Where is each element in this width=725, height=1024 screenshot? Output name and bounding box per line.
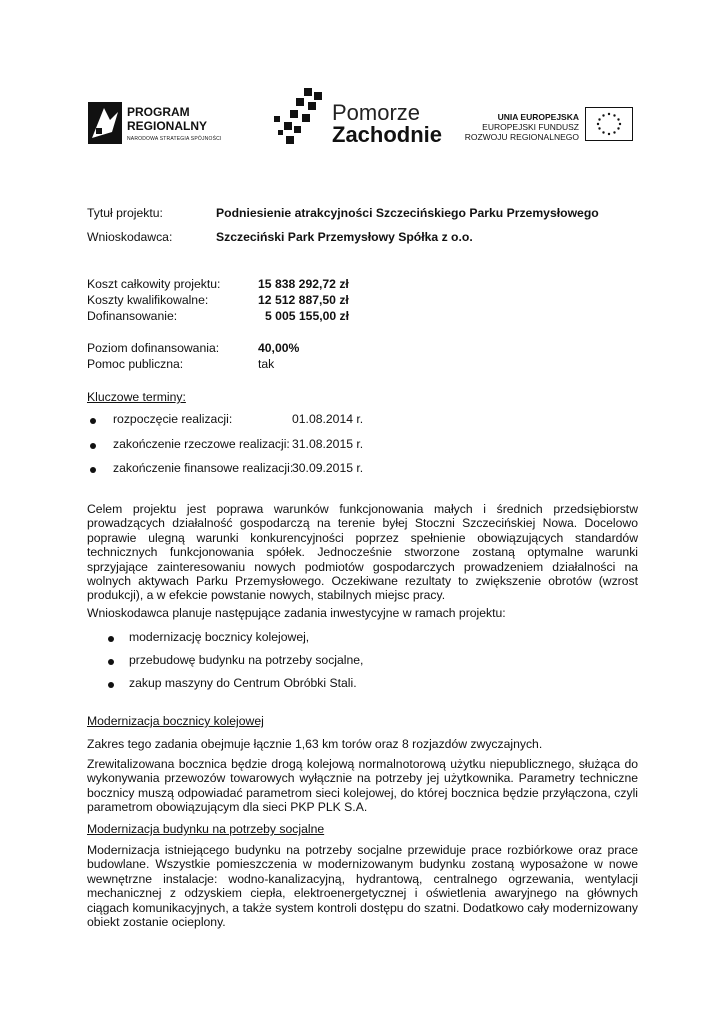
deadline-label: rozpoczęcie realizacji: <box>113 412 233 426</box>
deadline-value: 31.08.2015 r. <box>292 437 364 451</box>
cofinancing-value: 5 005 155,00 zł <box>265 309 350 323</box>
eu-logo-line3: ROZWOJU REGIONALNEGO <box>464 132 579 142</box>
deadline-item <box>90 438 96 452</box>
cofinancing-level-label: Poziom dofinansowania: <box>87 341 220 355</box>
bullet-icon <box>90 418 96 424</box>
eligible-cost-label: Koszty kwalifikowalne: <box>87 293 209 307</box>
bullet-icon <box>90 443 96 449</box>
deadline-item <box>90 462 96 476</box>
deadline-label: zakończenie rzeczowe realizacji: <box>113 437 290 451</box>
pomorze-logo-line1: Pomorze <box>332 100 421 125</box>
applicant-label: Wnioskodawca: <box>87 230 173 244</box>
task-label: przebudowę budynku na potrzeby socjalne, <box>129 653 364 667</box>
task-item <box>108 677 114 691</box>
task-label: modernizację bocznicy kolejowej, <box>129 630 310 644</box>
project-title-label: Tytuł projektu: <box>87 206 163 220</box>
cofinancing-level-value: 40,00% <box>258 341 300 355</box>
deadline-label: zakończenie finansowe realizacji: <box>113 461 294 475</box>
program-logo-line1: PROGRAM <box>127 105 190 119</box>
pomorze-logo-line2: Zachodnie <box>332 122 443 147</box>
total-cost-value: 15 838 292,72 zł <box>258 277 349 291</box>
program-logo-line3: NARODOWA STRATEGIA SPÓJNOŚCI <box>127 136 222 142</box>
section1-heading: Modernizacja bocznicy kolejowej <box>87 714 264 728</box>
deadline-value: 30.09.2015 r. <box>292 461 364 475</box>
deadlines-heading: Kluczowe terminy: <box>87 390 186 404</box>
section1-paragraph2: Zrewitalizowana bocznica będzie drogą kolejową normalnotorową użytku niepublicznego, służąca do wykonywania przewozów towarowych wyłącznie na potrzeby jej użytkownika. Parametry techniczne bocznicy muszą odpowiadać parametrom sieci kolejowej, do której bocznica będzie przyłączona, czyli parametrom obowiązującym dla sieci PKP PLK S.A. <box>87 757 638 815</box>
public-aid-value: tak <box>258 357 275 371</box>
task-label: zakup maszyny do Centrum Obróbki Stali. <box>129 676 357 690</box>
eligible-cost-value: 12 512 887,50 zł <box>258 293 349 307</box>
bullet-icon <box>108 636 114 642</box>
task-item <box>108 631 114 645</box>
applicant-value: Szczeciński Park Przemysłowy Spółka z o.o. <box>216 230 473 244</box>
section2-heading: Modernizacja budynku na potrzeby socjalne <box>87 822 325 836</box>
eu-logo-line2: EUROPEJSKI FUNDUSZ <box>482 122 579 132</box>
cofinancing-label: Dofinansowanie: <box>87 309 178 323</box>
bullet-icon <box>108 682 114 688</box>
section2-paragraph1: Modernizacja istniejącego budynku na potrzeby socjalne przewiduje prace rozbiórkowe oraz prace budowlane. Wszystkie pomieszczenia w modernizowanym budynku zostaną wyposażone w nowe wewnętrzne instalacje: wodno-kanalizacyjną, hydrantową, centralnego ogrzewania, wentylacji mechanicznej z odzyskiem ciepła, elektroenergetycznej i oświetlenia awaryjnego na głównych ciągach komunikacyjnych, a także system kontroli dostępu do szatni. Dodatkowo cały modernizowany obiekt zostanie ocieplony. <box>87 843 638 930</box>
bullet-icon <box>90 467 96 473</box>
eu-logo-line1: UNIA EUROPEJSKA <box>497 112 579 122</box>
total-cost-label: Koszt całkowity projektu: <box>87 277 221 291</box>
section1-paragraph1: Zakres tego zadania obejmuje łącznie 1,63 km torów oraz 8 rozjazdów zwyczajnych. <box>87 737 543 751</box>
public-aid-label: Pomoc publiczna: <box>87 357 184 371</box>
tasks-intro: Wnioskodawca planuje następujące zadania inwestycyjne w ramach projektu: <box>87 606 506 620</box>
deadline-item <box>90 413 96 427</box>
program-logo-line2: REGIONALNY <box>127 119 208 133</box>
bullet-icon <box>108 659 114 665</box>
task-item <box>108 654 114 668</box>
deadline-value: 01.08.2014 r. <box>292 412 364 426</box>
logo-bar <box>0 80 725 160</box>
program-regionalny-logo-icon <box>88 102 122 144</box>
eu-flag-icon <box>585 107 633 141</box>
intro-paragraph: Celem projektu jest poprawa warunków funkcjonowania małych i średnich przedsiębiorstw prowadzących działalność gospodarczą na terenie byłej Stoczni Szczecińskiej Nowa. Docelowo poprawie ulegną warunki konkurencyjności poprzez spełnienie obowiązujących standardów technicznych funkcjonowania spółek. Jednocześnie stworzone zostaną optymalne warunki sprzyjające zainteresowaniu nowych podmiotów gospodarczych prowadzeniem działalności na wolnych aktywach Parku Przemysłowego. Oczekiwane rezultaty to zwiększenie obrotów (wzrost produkcji), a w efekcie powstanie nowych, stabilnych miejsc pracy. <box>87 502 638 603</box>
project-title-value: Podniesienie atrakcyjności Szczecińskiego Parku Przemysłowego <box>216 206 599 220</box>
pomorze-zachodnie-logo-icon <box>272 88 328 150</box>
